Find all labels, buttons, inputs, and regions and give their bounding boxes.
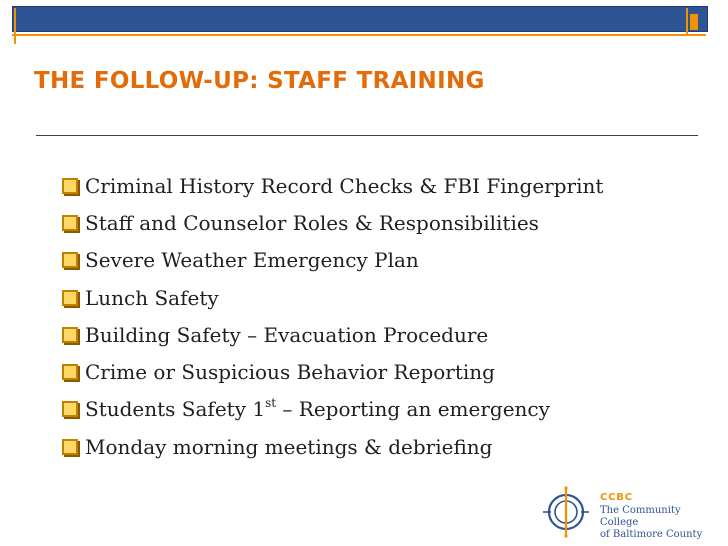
bullet-text: Crime or Suspicious Behavior Reporting — [85, 360, 495, 385]
bullet-text-end: – Reporting an emergency — [276, 397, 550, 422]
bullet-item — [62, 316, 603, 353]
checkbox-bullet-icon — [62, 290, 78, 306]
bullet-text: Severe Weather Emergency Plan — [85, 248, 419, 273]
bullet-item — [62, 204, 603, 241]
logo-name-line2: of Baltimore County — [600, 529, 703, 540]
logo-name — [600, 505, 718, 541]
bullet-item — [62, 353, 603, 390]
bullet-text-start: Students Safety 1 — [85, 397, 266, 422]
bullet-item — [62, 242, 603, 279]
header-right-accent-bar — [690, 14, 698, 30]
bullet-text — [85, 397, 550, 421]
title-divider — [36, 135, 698, 136]
logo-abbreviation: CCBC — [600, 492, 633, 503]
checkbox-bullet-icon — [62, 439, 78, 455]
bullet-item — [62, 428, 603, 465]
ccbc-logo — [538, 484, 718, 540]
header-left-accent — [14, 8, 26, 44]
bullet-text: Building Safety – Evacuation Procedure — [85, 322, 489, 347]
checkbox-bullet-icon — [62, 364, 78, 380]
checkbox-bullet-icon — [62, 252, 78, 268]
bullet-list — [62, 167, 603, 465]
checkbox-bullet-icon — [62, 178, 78, 194]
bullet-text: Staff and Counselor Roles & Responsibilities — [85, 210, 539, 235]
header-accent-line — [12, 34, 706, 36]
bullet-item — [62, 279, 603, 316]
header-band — [12, 6, 708, 32]
ordinal-suffix: st — [265, 396, 277, 411]
bullet-text: Criminal History Record Checks & FBI Fingerprint — [85, 173, 604, 198]
checkbox-bullet-icon — [62, 327, 78, 343]
bullet-item — [62, 167, 603, 204]
bullet-text: Monday morning meetings & debriefing — [85, 434, 493, 459]
slide-title: THE FOLLOW-UP: STAFF TRAINING — [34, 68, 485, 94]
bullet-text: Lunch Safety — [85, 285, 219, 310]
logo-name-line1: The Community College — [600, 505, 681, 528]
bullet-item — [62, 391, 603, 428]
checkbox-bullet-icon — [62, 401, 78, 417]
checkbox-bullet-icon — [62, 215, 78, 231]
ccbc-logo-mark-icon — [538, 484, 594, 540]
